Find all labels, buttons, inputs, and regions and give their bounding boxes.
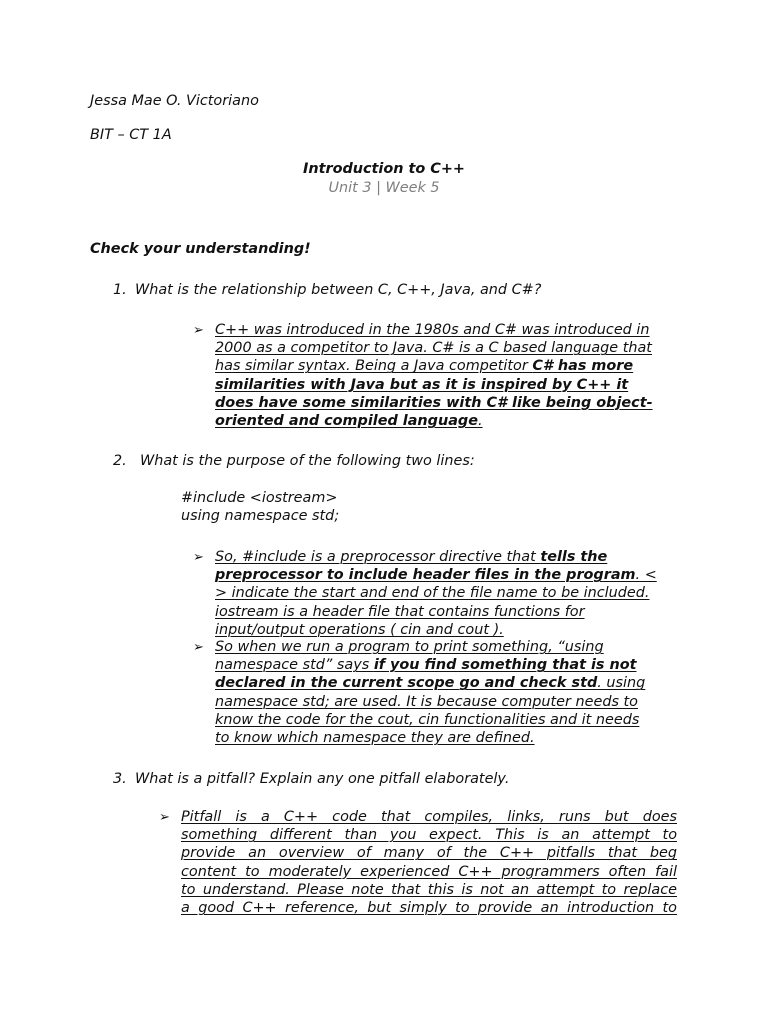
course-section: BIT – CT 1A <box>90 127 172 143</box>
question-3-number: 3. <box>113 771 127 787</box>
answer-3-line: to understand. Please note that this is not an attempt to replace <box>181 881 677 898</box>
answer-1-emphasis: C# has more <box>532 358 634 375</box>
bullet-arrow-icon: ➢ <box>193 550 204 565</box>
answer-1-line: 2000 as a competitor to Java. C# is a C based language that <box>215 340 652 357</box>
answer-2a-emphasis: tells the <box>540 549 608 565</box>
bullet-arrow-icon: ➢ <box>193 323 204 338</box>
answer-1-line: does have some similarities with C# like being object- <box>215 394 653 411</box>
answer-2a-emphasis: preprocessor to include header files in the program <box>215 567 636 584</box>
answer-2b-line <box>215 674 685 692</box>
answer-1-line: similarities with Java but as it is inspired by C++ it <box>215 376 629 393</box>
answer-3-line: content to moderately experienced C++ programmers often fail <box>181 863 677 880</box>
question-3-text: What is a pitfall? Explain any one pitfall elaborately. <box>135 771 510 787</box>
answer-1-line <box>215 412 685 430</box>
answer-2a-line: input/output operations ( cin and cout ). <box>215 621 504 638</box>
answer-2b <box>215 638 685 747</box>
section-heading: Check your understanding! <box>90 241 311 257</box>
answer-2b-line <box>215 656 685 674</box>
answer-1-line: C++ was introduced in the 1980s and C# was introduced in <box>215 322 650 338</box>
answer-2b-line: to know which namespace they are defined. <box>215 730 535 747</box>
code-line-include: #include <iostream> <box>181 490 338 506</box>
answer-3-line: a good C++ reference, but simply to provide an introduction to <box>181 900 677 917</box>
answer-2b-line: namespace std; are used. It is because computer needs to <box>215 693 638 710</box>
answer-3 <box>181 808 677 917</box>
question-1-number: 1. <box>113 282 127 298</box>
answer-2a-text: . < <box>635 567 657 584</box>
answer-1-emphasis: oriented and compiled language <box>215 413 478 430</box>
answer-2b-emphasis: if you find something that is not <box>373 657 637 674</box>
answer-2b-line: So when we run a program to print something, “using <box>215 639 604 655</box>
answer-2b-emphasis: declared in the current scope go and check std <box>215 675 598 692</box>
code-line-namespace: using namespace std; <box>181 508 340 525</box>
answer-1-text: has similar syntax. Being a Java competitor <box>215 358 533 375</box>
answer-2a-line: iostream is a header file that contains functions for <box>215 603 585 620</box>
answer-3-line: provide an overview of many of the C++ pitfalls that beg <box>181 845 677 862</box>
answer-1-line <box>215 357 685 375</box>
answer-2b-text: namespace std” says <box>215 657 374 674</box>
question-1-text: What is the relationship between C, C++, Java, and C#? <box>135 282 542 298</box>
answer-2a-line <box>215 548 685 566</box>
answer-2a-text: So, #include is a preprocessor directive that <box>215 549 541 565</box>
document-title: Introduction to C++ <box>303 161 465 177</box>
question-2-number: 2. <box>113 453 127 469</box>
answer-1-text: . <box>478 413 483 430</box>
bullet-arrow-icon: ➢ <box>193 640 204 655</box>
answer-3-line: Pitfall is a C++ code that compiles, links, runs but does <box>181 809 677 825</box>
answer-3-line: something different than you expect. This is an attempt to <box>181 827 677 844</box>
answer-2b-text: . using <box>597 675 646 692</box>
answer-2a-line: > indicate the start and end of the file name to be included. <box>215 585 650 602</box>
answer-1 <box>215 321 685 430</box>
answer-2b-line: know the code for the cout, cin functionalities and it needs <box>215 711 640 728</box>
answer-2a <box>215 548 685 639</box>
code-snippet <box>181 489 339 525</box>
document-subtitle: Unit 3 | Week 5 <box>328 180 440 196</box>
question-2-text: What is the purpose of the following two lines: <box>140 453 475 469</box>
student-name: Jessa Mae O. Victoriano <box>90 93 259 109</box>
answer-2a-line <box>215 566 685 584</box>
bullet-arrow-icon: ➢ <box>159 810 170 825</box>
